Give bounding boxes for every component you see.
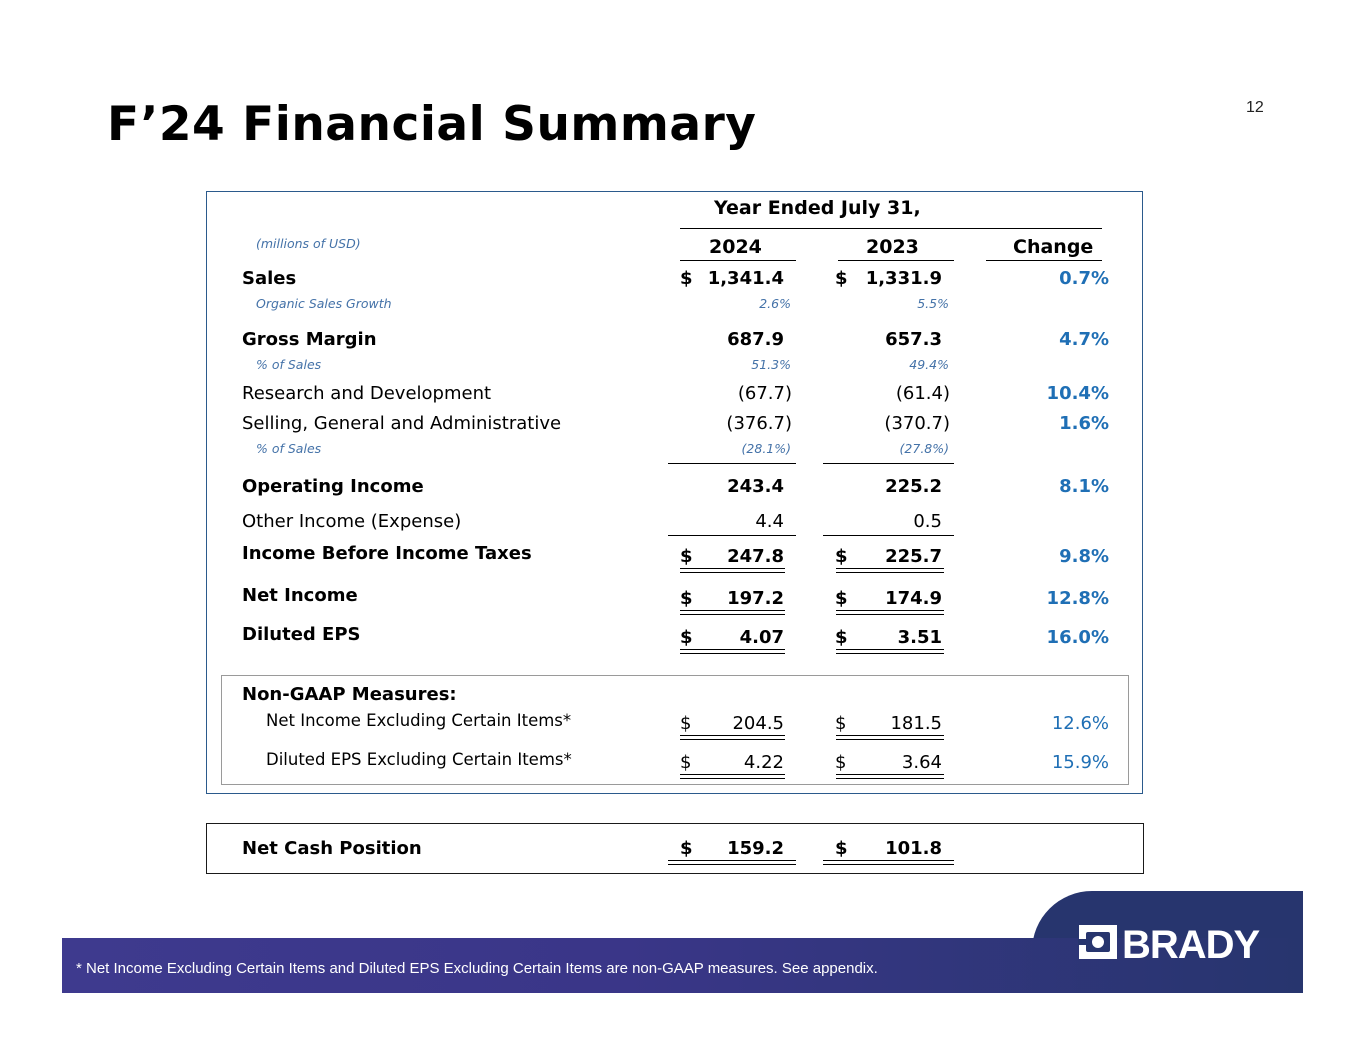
col-header-change: Change [1013,236,1094,258]
change-net-income-ex: 12.6% [1051,713,1109,734]
change-net-income: 12.8% [1046,588,1109,609]
col-header-2024: 2024 [709,236,762,258]
row-label-net-cash: Net Cash Position [242,838,422,859]
value-2023-net-cash: 101.8 [885,838,942,859]
col-header-2023: 2023 [866,236,919,258]
value-2023-gross-pct: 49.4% [909,357,949,372]
currency-sign: $ [680,713,692,734]
currency-sign: $ [835,588,848,609]
value-2024-net-income-ex: 204.5 [732,713,784,734]
value-2023-diluted-eps-ex: 3.64 [901,752,942,773]
value-2024-net-income: 197.2 [727,588,784,609]
total-double-rule-2023 [823,860,954,865]
row-label-income-before-taxes: Income Before Income Taxes [242,543,532,564]
value-2024-diluted-eps: 4.07 [739,627,784,648]
value-2023-other-income: 0.5 [913,511,942,532]
col-rule-2024 [680,260,796,261]
subtotal-rule-2023 [823,463,954,464]
row-label-organic: Organic Sales Growth [256,296,392,311]
brady-logo-icon [1078,922,1270,962]
currency-sign: $ [835,713,847,734]
total-double-rule-2024 [680,568,785,573]
currency-sign: $ [835,546,848,567]
total-double-rule-2024 [680,774,785,779]
value-2023-diluted-eps: 3.51 [897,627,942,648]
currency-sign: $ [835,268,848,289]
subtotal-rule-2024 [668,463,796,464]
row-label-net-income-ex: Net Income Excluding Certain Items* [266,711,572,730]
change-rnd: 10.4% [1046,383,1109,404]
total-double-rule-2023 [836,735,944,740]
value-2023-income-before-taxes: 225.7 [885,546,942,567]
value-2024-organic: 2.6% [759,296,791,311]
page-title: F’24 Financial Summary [107,97,757,152]
value-2024-income-before-taxes: 247.8 [727,546,784,567]
change-diluted-eps-ex: 15.9% [1051,752,1109,773]
value-2024-sales: 1,341.4 [707,268,784,289]
currency-sign: $ [835,627,848,648]
value-2024-net-cash: 159.2 [727,838,784,859]
value-2023-sga-pct: (27.8%) [899,441,949,456]
row-label-other-income: Other Income (Expense) [242,511,462,532]
change-diluted-eps: 16.0% [1046,627,1109,648]
row-label-net-income: Net Income [242,585,358,606]
value-2024-sga-pct: (28.1%) [741,441,791,456]
value-2023-operating-income: 225.2 [885,476,942,497]
change-sga: 1.6% [1059,413,1109,434]
value-2023-gross-margin: 657.3 [885,329,942,350]
currency-sign: $ [680,268,693,289]
row-label-sga: Selling, General and Administrative [242,413,562,434]
value-2024-gross-pct: 51.3% [751,357,791,372]
svg-text:BRADY: BRADY [1122,923,1260,962]
row-label-gross-margin: Gross Margin [242,329,377,350]
change-sales: 0.7% [1059,268,1109,289]
currency-sign: $ [680,627,693,648]
total-double-rule-2023 [836,568,944,573]
value-2024-gross-margin: 687.9 [727,329,784,350]
page-number: 12 [1246,99,1264,116]
value-2023-net-income: 174.9 [885,588,942,609]
currency-sign: $ [680,546,693,567]
value-2023-net-income-ex: 181.5 [890,713,942,734]
value-2023-organic: 5.5% [917,296,949,311]
row-label-gross-pct: % of Sales [256,357,322,372]
value-2024-sga: (376.7) [726,413,792,434]
value-2024-rnd: (67.7) [737,383,792,404]
total-double-rule-2024 [680,735,785,740]
row-label-diluted-eps: Diluted EPS [242,624,361,645]
value-2024-operating-income: 243.4 [727,476,784,497]
col-rule-change [986,260,1102,261]
currency-sign: $ [680,588,693,609]
row-label-sga-pct: % of Sales [256,441,322,456]
total-double-rule-2023 [836,610,944,615]
currency-sign: $ [835,838,848,859]
currency-sign: $ [680,838,693,859]
value-2024-diluted-eps-ex: 4.22 [743,752,784,773]
change-operating-income: 8.1% [1059,476,1109,497]
value-2024-other-income: 4.4 [755,511,784,532]
change-income-before-taxes: 9.8% [1059,546,1109,567]
units-label: (millions of USD) [256,236,361,251]
row-label-rnd: Research and Development [242,383,492,404]
value-2023-sales: 1,331.9 [865,268,942,289]
row-label-diluted-eps-ex: Diluted EPS Excluding Certain Items* [266,750,572,769]
subtotal-rule-2024 [668,535,796,536]
row-label-sales: Sales [242,268,297,289]
row-label-operating-income: Operating Income [242,476,424,497]
total-double-rule-2023 [836,649,944,654]
non-gaap-heading: Non-GAAP Measures: [242,684,457,705]
header-year-ended: Year Ended July 31, [714,197,921,219]
value-2023-sga: (370.7) [884,413,950,434]
footer-note: * Net Income Excluding Certain Items and Diluted EPS Excluding Certain Items are non-GAAP measures. See appendix. [76,960,878,977]
value-2023-rnd: (61.4) [895,383,950,404]
total-double-rule-2024 [680,649,785,654]
subtotal-rule-2023 [823,535,954,536]
total-double-rule-2024 [668,860,796,865]
change-gross-margin: 4.7% [1059,329,1109,350]
header-rule [680,228,1102,229]
total-double-rule-2023 [836,774,944,779]
total-double-rule-2024 [680,610,785,615]
col-rule-2023 [838,260,954,261]
currency-sign: $ [835,752,847,773]
currency-sign: $ [680,752,692,773]
